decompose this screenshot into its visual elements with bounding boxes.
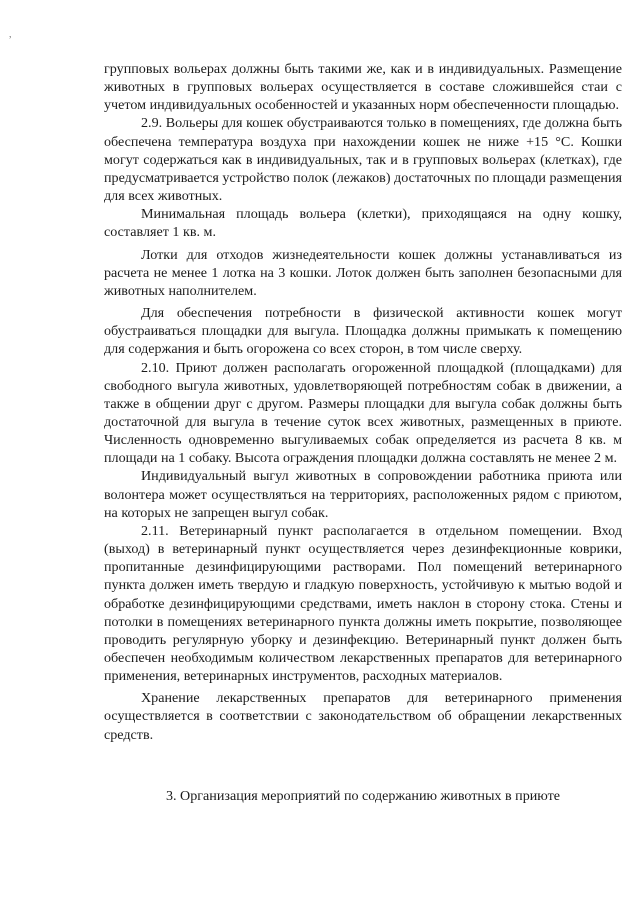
section-heading: 3. Организация мероприятий по содержанию животных в приюте <box>165 788 561 804</box>
paragraph-min-area: Минимальная площадь вольера (клетки), приходящаяся на одну кошку, составляет 1 кв. м. <box>104 206 622 241</box>
paragraph-individual-walk: Индивидуальный выгул животных в сопровождении работника приюта или волонтера может осуществляться на территориях, расположенных рядом с приютом, на которых не запрещен выгул собак. <box>104 468 622 521</box>
paragraph-litter-trays: Лотки для отходов жизнедеятельности кошек должны устанавливаться из расчета не менее 1 лотка на 3 кошки. Лоток должен быть заполнен безопасными для животных наполнителем. <box>104 246 622 299</box>
document-body <box>104 60 622 744</box>
paragraph-cat-activity: Для обеспечения потребности в физической активности кошек могут обустраиваться площадки для выгула. Площадка должны примыкать к помещению для содержания и быть огорожена со всех сторон, в том числе сверху. <box>104 305 622 358</box>
paragraph-2-10: 2.10. Приют должен располагать огороженной площадкой (площадками) для свободного выгула животных, удовлетворяющей потребностям собак в движении, а также в общении друг с другом. Размеры площадки для выгула собак должны быть достаточной для выгула в течение суток всех животных, размещенных в приюте. Численность одновременно выгуливаемых собак определяется из расчета 8 кв. м площади на 1 собаку. Высота ограждения площадки должна составлять не менее 2 м. <box>104 359 622 467</box>
paragraph-drug-storage: Хранение лекарственных препаратов для ветеринарного применения осуществляется в соответствии с законодательством об обращении лекарственных средств. <box>104 690 622 743</box>
paragraph-continuation: групповых вольерах должны быть такими же, как и в индивидуальных. Размещение животных в групповых вольерах осуществляется в составе сложившейся стаи с учетом индивидуальных особенностей и указанных норм обеспеченности площадью. <box>104 61 622 114</box>
margin-mark: , <box>9 29 12 40</box>
paragraph-2-11: 2.11. Ветеринарный пункт располагается в отдельном помещении. Вход (выход) в ветеринарный пункт осуществляется через дезинфекционные коврики, пропитанные дезинфицирующими растворами. Пол помещений ветеринарного пункта должен иметь твердую и гладкую поверхность, устойчивую к мытью водой и обработке дезинфицирующими средствами, иметь наклон в сторону стока. Стены и потолки в помещениях ветеринарного пункта должны иметь покрытие, позволяющее проводить регулярную уборку и дезинфекцию. Ветеринарный пункт должен быть обеспечен необходимым количеством лекарственных препаратов для ветеринарного применения, ветеринарных инструментов, расходных материалов. <box>104 522 622 685</box>
paragraph-2-9: 2.9. Вольеры для кошек обустраиваются только в помещениях, где должна быть обеспечена температура воздуха при нахождении кошек не ниже +15 °С. Кошки могут содержаться как в индивидуальных, так и в групповых вольерах (клетках), где предусматривается устройство полок (лежаков) достаточных по площади размещения для всех животных. <box>104 115 622 205</box>
